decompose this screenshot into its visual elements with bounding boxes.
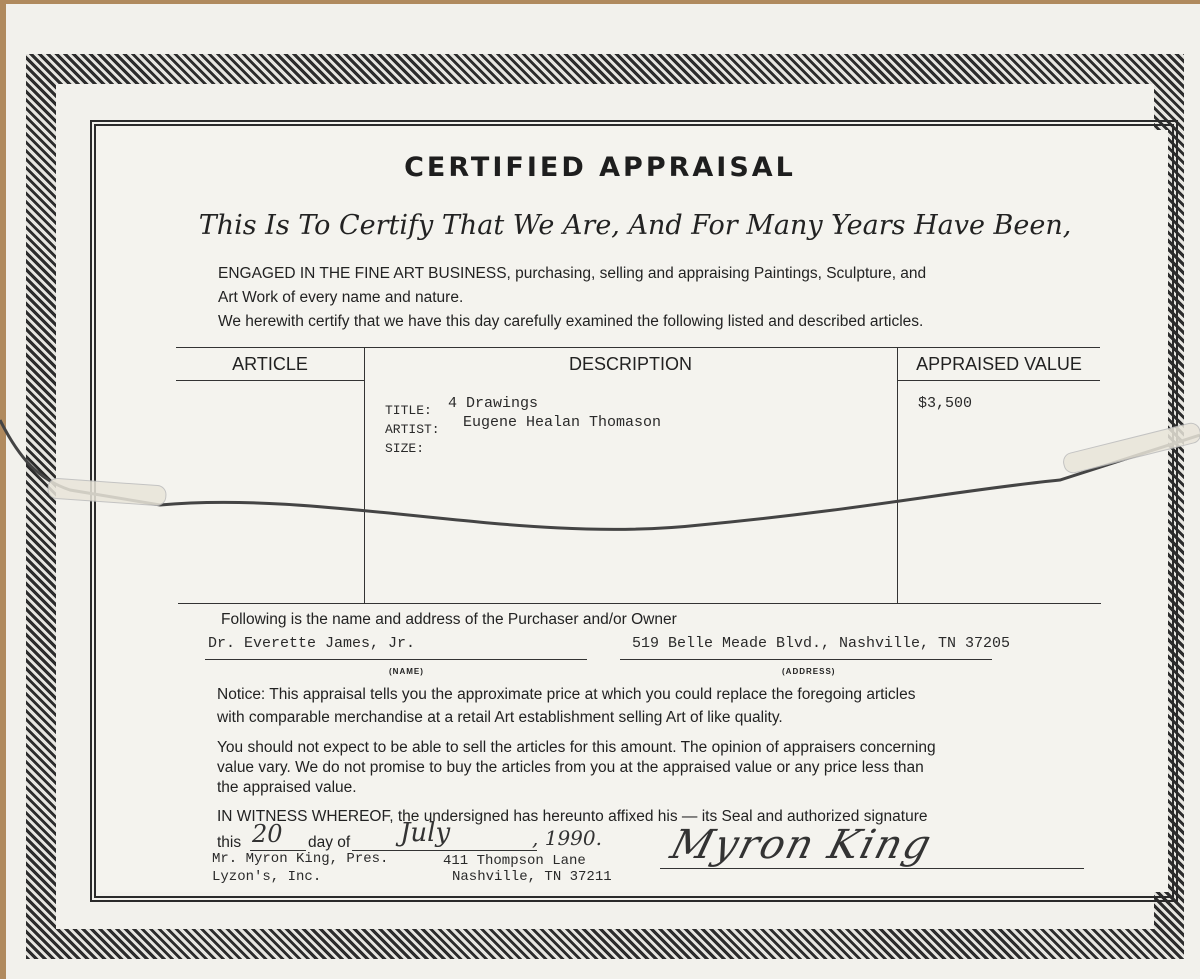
- header-article: ARTICLE: [232, 354, 308, 374]
- intro-line: ENGAGED IN THE FINE ART BUSINESS, purchasing, selling and appraising Paintings, Sculpture, and: [218, 265, 927, 282]
- month-value: July: [400, 818, 451, 848]
- day-value: 20: [252, 820, 283, 848]
- item-artist: Eugene Healan Thomason: [463, 414, 662, 431]
- header-description: DESCRIPTION: [568, 354, 692, 374]
- label-size: SIZE:: [385, 441, 425, 456]
- address-caption: (ADDRESS): [782, 667, 836, 676]
- company-address-line1: 411 Thompson Lane: [443, 853, 586, 869]
- disclaimer-line: value vary. We do not promise to buy the articles from you at the appraised value or any price less than: [217, 759, 924, 776]
- label-artist: ARTIST:: [385, 422, 440, 437]
- name-caption: (NAME): [389, 667, 424, 676]
- address-underline: [620, 659, 992, 660]
- certificate-subtitle: This Is To Certify That We Are, And For Many Years Have Been,: [198, 210, 1072, 241]
- company-name: Lyzon's, Inc.: [212, 869, 322, 885]
- item-title: 4 Drawings: [448, 395, 539, 412]
- signer-name: Mr. Myron King, Pres.: [212, 851, 389, 867]
- year-value: , 1990.: [532, 826, 602, 850]
- disclaimer-line: the appraised value.: [217, 779, 357, 796]
- intro-line: Art Work of every name and nature.: [218, 289, 464, 306]
- notice-line: Notice: This appraisal tells you the approximate price at which you could replace the foregoing articles: [217, 686, 916, 703]
- witness-statement: IN WITNESS WHEREOF, the undersigned has hereunto affixed his — its Seal and authorized signature: [217, 808, 928, 825]
- notice-line: with comparable merchandise at a retail Art establishment selling Art of like quality.: [217, 709, 783, 726]
- this-label: this: [217, 834, 242, 851]
- signature-line: [660, 868, 1084, 869]
- owner-name: Dr. Everette James, Jr.: [208, 635, 416, 652]
- owner-address: 519 Belle Meade Blvd., Nashville, TN 37205: [632, 635, 1011, 652]
- item-appraised-value: $3,500: [918, 395, 973, 412]
- intro-line: We herewith certify that we have this day carefully examined the following listed and described articles.: [218, 313, 924, 330]
- certificate-title: CERTIFIED APPRAISAL: [404, 152, 796, 183]
- header-appraised-value: APPRAISED VALUE: [916, 354, 1082, 374]
- day-of-label: day of: [308, 834, 351, 851]
- owner-heading: Following is the name and address of the Purchaser and/or Owner: [221, 611, 677, 628]
- handwritten-signature: Myron King: [665, 822, 938, 868]
- label-title: TITLE:: [385, 403, 432, 418]
- company-address-line2: Nashville, TN 37211: [452, 869, 612, 885]
- disclaimer-line: You should not expect to be able to sell the articles for this amount. The opinion of appraisers concerning: [217, 739, 936, 756]
- name-underline: [205, 659, 587, 660]
